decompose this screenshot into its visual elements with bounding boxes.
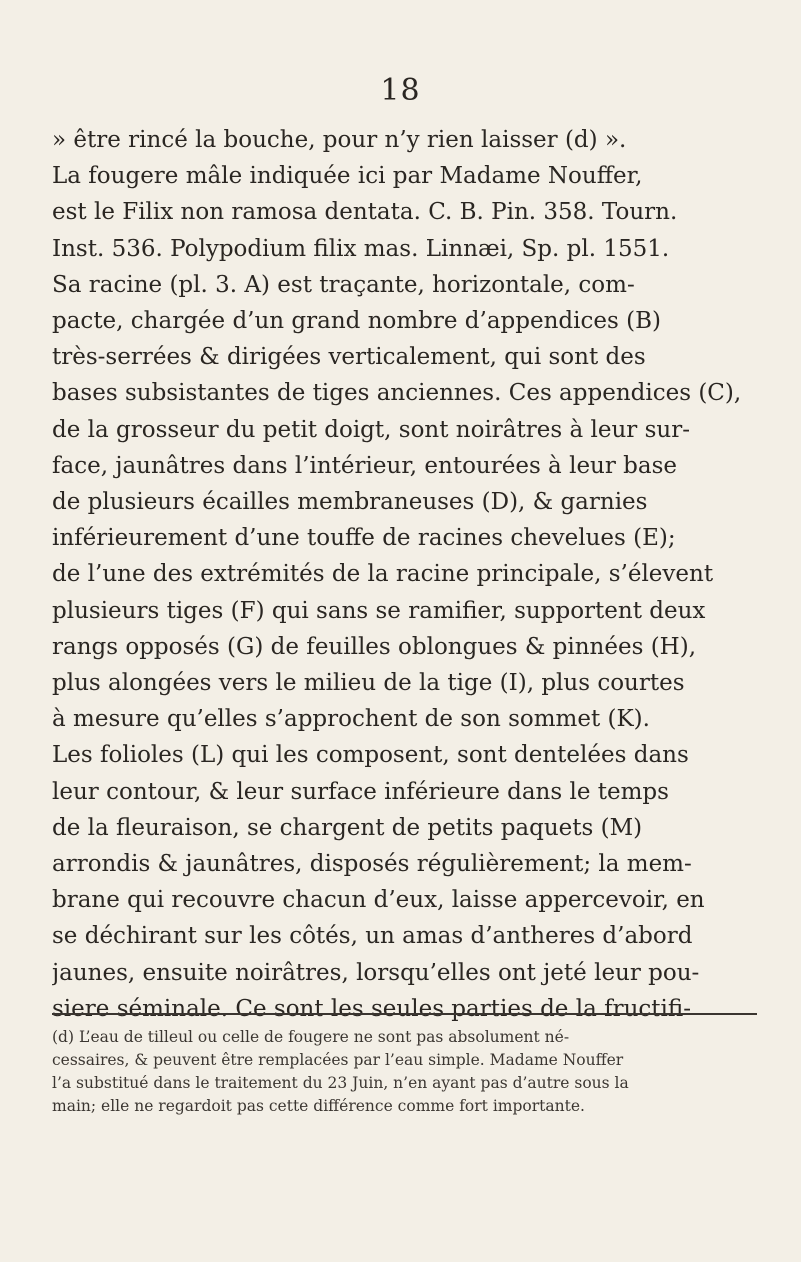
footnote <box>52 1026 757 1118</box>
text-line: » être rincé la bouche, pour n’y rien laisser (d) ». <box>52 127 627 153</box>
main-text <box>52 122 757 1027</box>
text-line: siere séminale. Ce sont les seules parties de la fructifi- <box>52 995 692 1022</box>
text-line: arrondis & jaunâtres, disposés régulièrement; la mem- <box>52 851 692 878</box>
footnote-divider <box>52 1013 757 1015</box>
text-line: face, jaunâtres dans l’intérieur, entourées à leur base <box>52 452 678 479</box>
footnote-line: l’a substitué dans le traitement du 23 Juin, n’en ayant pas d’autre sous la <box>52 1074 629 1092</box>
text-line: à mesure qu’elles s’approchent de son sommet (K). <box>52 706 650 733</box>
text-line: de la fleuraison, se chargent de petits paquets (M) <box>52 814 643 841</box>
text-line: La fougere mâle indiquée ici par Madame Nouffer, <box>52 163 643 190</box>
footnote-line: (d) L’eau de tilleul ou celle de fougere ne sont pas absolument né- <box>52 1028 570 1046</box>
page-number: 18 <box>380 73 421 108</box>
text-line: rangs opposés (G) de feuilles oblongues & pinnées (H), <box>52 633 697 660</box>
text-line: Sa racine (pl. 3. A) est traçante, horizontale, com- <box>52 271 635 298</box>
footnote-line: cessaires, & peuvent être remplacées par l’eau simple. Madame Nouffer <box>52 1051 624 1069</box>
text-line: très-serrées & dirigées verticalement, qui sont des <box>52 344 646 371</box>
text-line: brane qui recouvre chacun d’eux, laisse appercevoir, en <box>52 887 705 914</box>
text-line: plusieurs tiges (F) qui sans se ramifier, supportent deux <box>52 597 706 624</box>
text-line: se déchirant sur les côtés, un amas d’antheres d’abord <box>52 923 693 950</box>
text-line: de la grosseur du petit doigt, sont noirâtres à leur sur- <box>52 416 690 443</box>
text-line: plus alongées vers le milieu de la tige (I), plus courtes <box>52 670 685 697</box>
text-line: inférieurement d’une touffe de racines chevelues (E); <box>52 525 676 552</box>
footnote-line: main; elle ne regardoit pas cette différence comme fort importante. <box>52 1097 585 1115</box>
text-line: bases subsistantes de tiges anciennes. Ces appendices (C), <box>52 380 742 407</box>
text-line: Les folioles (L) qui les composent, sont dentelées dans <box>52 742 689 769</box>
text-line: leur contour, & leur surface inférieure dans le temps <box>52 778 669 805</box>
text-line: est le Filix non ramosa dentata. C. B. Pin. 358. Tourn. <box>52 199 678 226</box>
text-line: pacte, chargée d’un grand nombre d’appendices (B) <box>52 308 661 335</box>
text-line: jaunes, ensuite noirâtres, lorsqu’elles ont jeté leur pou- <box>52 959 700 986</box>
text-line: de l’une des extrémités de la racine principale, s’élevent <box>52 561 714 588</box>
text-line: de plusieurs écailles membraneuses (D), & garnies <box>52 489 648 516</box>
text-line: Inst. 536. Polypodium filix mas. Linnæi, Sp. pl. 1551. <box>52 235 670 262</box>
